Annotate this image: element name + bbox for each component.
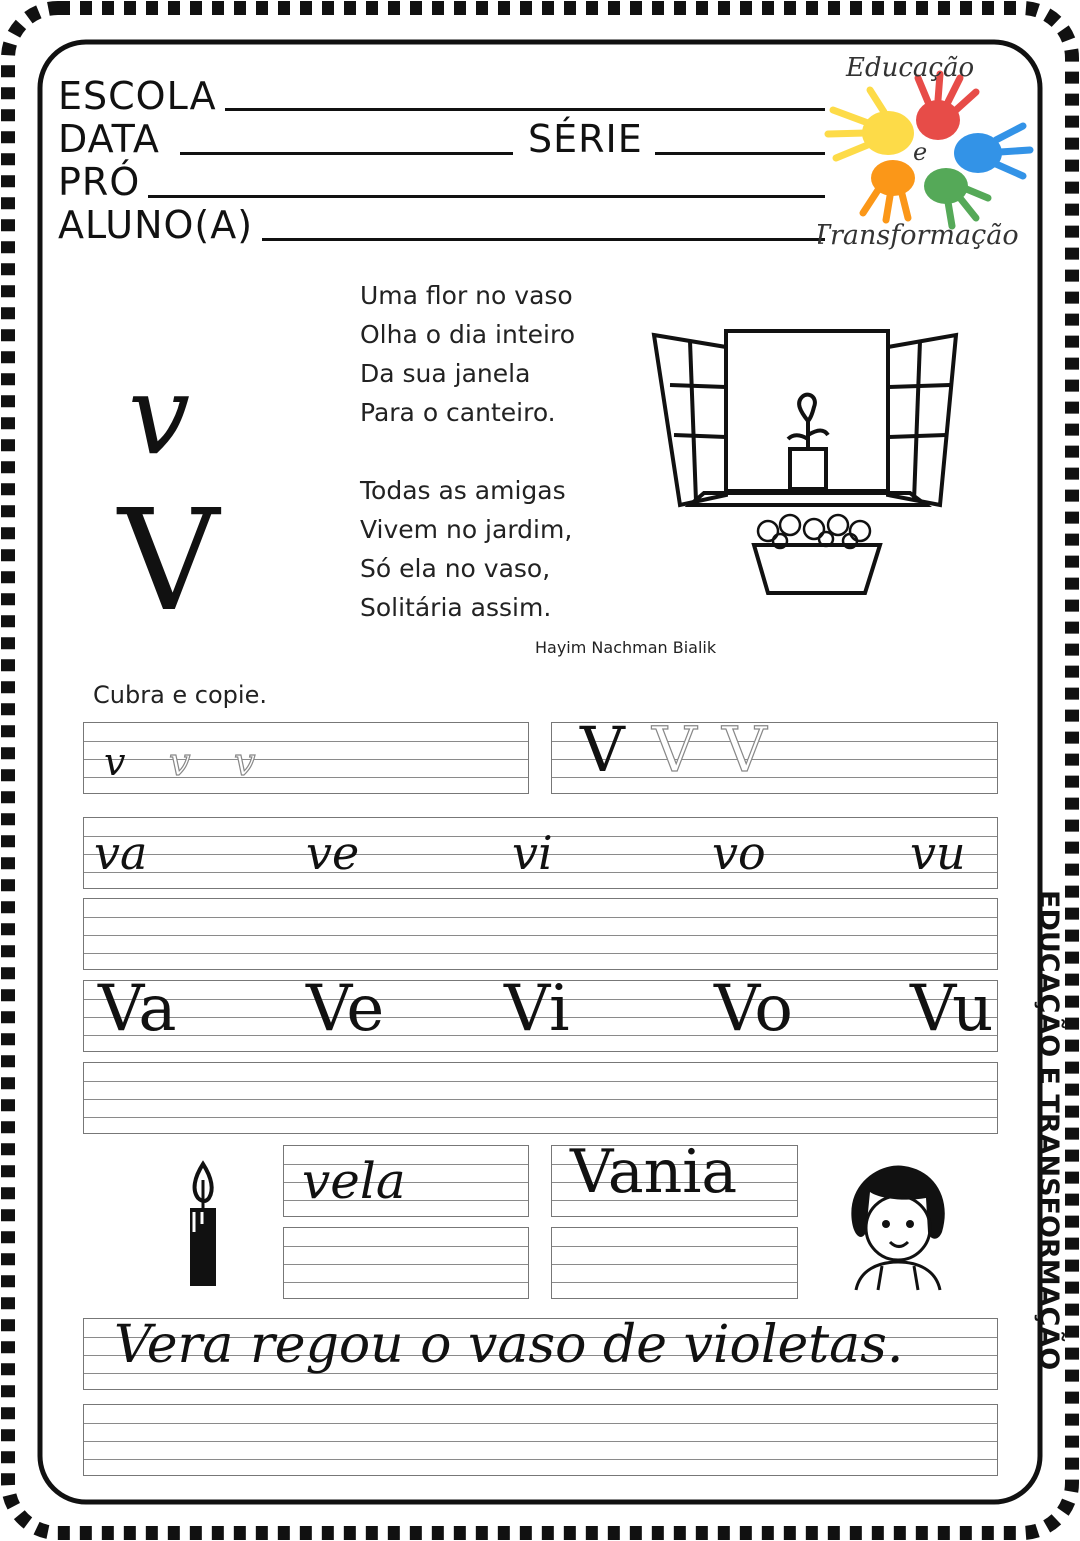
poem-line: Da sua janela bbox=[360, 359, 531, 388]
writing-box[interactable] bbox=[83, 1404, 998, 1476]
serie-label: SÉRIE bbox=[528, 117, 643, 161]
syllables-upper-box bbox=[83, 972, 998, 1052]
poem bbox=[360, 276, 575, 666]
poem-stanza-2 bbox=[360, 471, 575, 627]
handprints-icon bbox=[818, 48, 1040, 253]
trace-letter-dotted: v bbox=[169, 740, 191, 784]
word-box-vania bbox=[551, 1137, 798, 1217]
trace-letter-model: v bbox=[104, 740, 126, 784]
instruction: Cubra e copie. bbox=[93, 681, 267, 709]
logo-middle-text: e bbox=[913, 138, 928, 166]
trace-letter-dotted: V bbox=[652, 713, 697, 786]
trace-letter-dotted: v bbox=[234, 740, 256, 784]
trace-box-lower[interactable] bbox=[83, 722, 529, 794]
syllables-lower-box bbox=[83, 817, 998, 889]
syllable: ve bbox=[306, 826, 360, 880]
sentence-box bbox=[83, 1315, 998, 1390]
big-letter-lower: v bbox=[128, 351, 191, 479]
syllable: Vo bbox=[714, 972, 793, 1046]
writing-box[interactable] bbox=[83, 898, 998, 970]
syllable: vo bbox=[712, 826, 766, 880]
word-box-vela bbox=[283, 1145, 529, 1217]
trace-letter-model: V bbox=[580, 713, 625, 786]
side-watermark-text: EDUCAÇÃO E TRANSFORMAÇÃO bbox=[1033, 890, 1064, 1371]
word: vela bbox=[302, 1152, 406, 1210]
poem-line: Vivem no jardim, bbox=[360, 515, 573, 544]
girl-icon bbox=[842, 1162, 954, 1292]
poem-line: Uma flor no vaso bbox=[360, 281, 573, 310]
syllable: Vi bbox=[504, 972, 570, 1046]
trace-box-upper[interactable] bbox=[551, 713, 998, 794]
poem-line: Só ela no vaso, bbox=[360, 554, 551, 583]
escola-label: ESCOLA bbox=[58, 74, 217, 118]
syllable: vu bbox=[910, 826, 966, 880]
poem-line: Solitária assim. bbox=[360, 593, 552, 622]
logo bbox=[818, 48, 1040, 253]
poem-line: Olha o dia inteiro bbox=[360, 320, 576, 349]
trace-letter-dotted: V bbox=[722, 713, 767, 786]
writing-box[interactable] bbox=[83, 1062, 998, 1134]
candle-icon bbox=[178, 1160, 228, 1288]
syllable: Va bbox=[98, 972, 177, 1046]
poem-line: Todas as amigas bbox=[360, 476, 566, 505]
writing-box[interactable] bbox=[551, 1227, 798, 1299]
pro-field[interactable] bbox=[148, 195, 825, 198]
syllable: vi bbox=[512, 826, 553, 880]
syllable: va bbox=[94, 826, 148, 880]
sentence: Vera regou o vaso de violetas. bbox=[114, 1315, 904, 1375]
poem-stanza-1 bbox=[360, 276, 575, 432]
writing-box[interactable] bbox=[283, 1227, 529, 1299]
pro-label: PRÓ bbox=[58, 160, 141, 204]
aluno-label: ALUNO(A) bbox=[58, 203, 254, 247]
data-label: DATA bbox=[58, 117, 160, 161]
syllable: Ve bbox=[306, 972, 385, 1046]
logo-bottom-text: Transformação bbox=[818, 220, 1019, 251]
syllable: Vu bbox=[910, 972, 994, 1046]
serie-field[interactable] bbox=[655, 152, 825, 155]
poem-author: Hayim Nachman Bialik bbox=[535, 638, 717, 657]
side-watermark bbox=[1030, 890, 1070, 1410]
big-letter-upper: V bbox=[118, 480, 220, 643]
word: Vania bbox=[570, 1137, 738, 1207]
escola-field[interactable] bbox=[225, 108, 825, 111]
logo-top-text: Educação bbox=[846, 53, 975, 83]
aluno-field[interactable] bbox=[262, 238, 825, 241]
data-field[interactable] bbox=[180, 152, 513, 155]
poem-line: Para o canteiro. bbox=[360, 398, 556, 427]
window-flowerpot-icon bbox=[650, 325, 965, 595]
